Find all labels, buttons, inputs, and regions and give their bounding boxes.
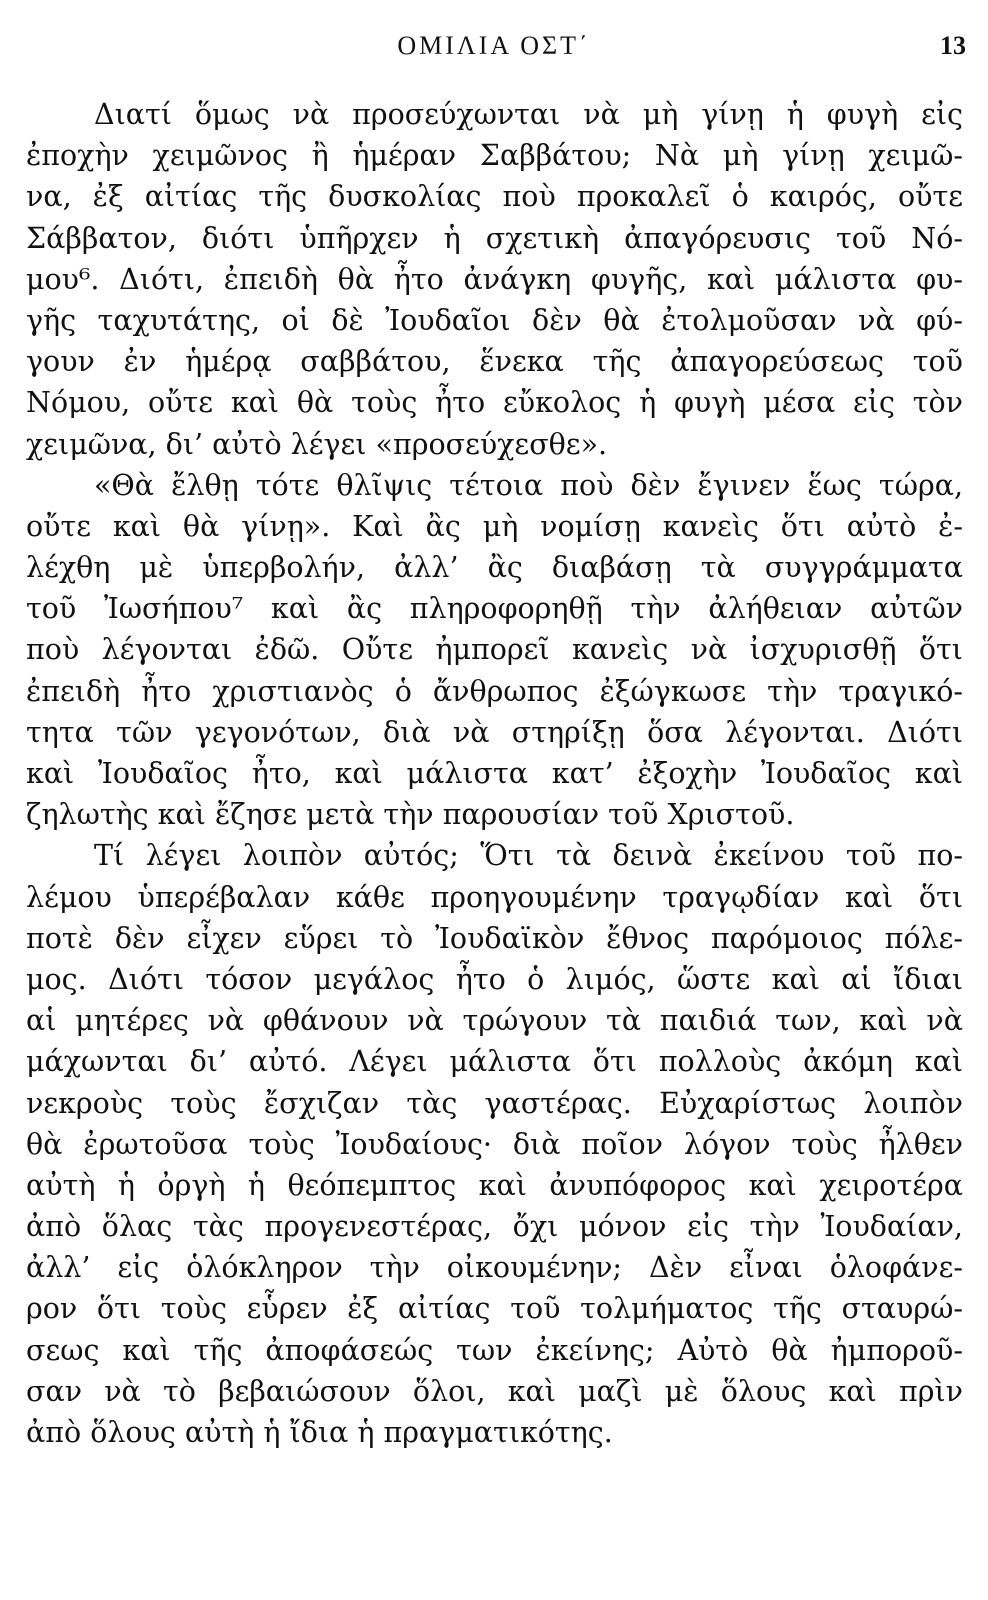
text-line: να, ἐξ αἰτίας τῆς δυσκολίας ποὺ προκαλεῖ ὁ καιρός, οὔτε — [26, 180, 963, 214]
text-line: τοῦ Ἰωσήπου⁷ καὶ ἂς πληροφορηθῇ τὴν ἀλήθειαν αὐτῶν — [26, 592, 963, 626]
text-line: ἀλλ’ εἰς ὁλόκληρον τὴν οἰκουμένην; Δὲν εἶναι ὁλοφάνε- — [26, 1251, 963, 1285]
body-text — [26, 94, 963, 1453]
text-line: ζηλωτὴς καὶ ἔζησε μετὰ τὴν παρουσίαν τοῦ Χριστοῦ. — [26, 798, 795, 832]
text-line: «Θὰ ἔλθῃ τότε θλῖψις τέτοια ποὺ δὲν ἔγινεν ἕως τώρα, — [94, 468, 963, 502]
text-line: οὔτε καὶ θὰ γίνῃ». Καὶ ἂς μὴ νομίσῃ κανεὶς ὅτι αὐτὸ ἐ- — [26, 509, 963, 543]
running-title: ΟΜΙΛΙΑ ΟΣΤ΄ — [397, 31, 591, 60]
text-line: ποὺ λέγονται ἐδῶ. Οὔτε ἠμπορεῖ κανεὶς νὰ ἰσχυρισθῇ ὅτι — [26, 633, 963, 667]
text-line: μος. Διότι τόσον μεγάλος ἦτο ὁ λιμός, ὥστε καὶ αἱ ἴδιαι — [26, 962, 963, 996]
text-line: σεως καὶ τῆς ἀποφάσεώς των ἐκείνης; Αὐτὸ θὰ ἠμποροῦ- — [26, 1333, 963, 1367]
text-line: λέχθη μὲ ὑπερβολήν, ἀλλ’ ἂς διαβάσῃ τὰ συγγράμματα — [26, 551, 963, 585]
text-line: αἱ μητέρες νὰ φθάνουν νὰ τρώγουν τὰ παιδιά των, καὶ νὰ — [26, 1004, 963, 1038]
text-line: μάχωνται δι’ αὐτό. Λέγει μάλιστα ὅτι πολλοὺς ἀκόμη καὶ — [26, 1045, 963, 1079]
text-line: Διατί ὅμως νὰ προσεύχωνται νὰ μὴ γίνῃ ἡ φυγὴ εἰς — [94, 98, 963, 131]
page-number: 13 — [940, 31, 966, 60]
text-line: μου⁶. Διότι, ἐπειδὴ θὰ ἦτο ἀνάγκη φυγῆς, καὶ μάλιστα φυ- — [26, 262, 963, 296]
text-line: ἐποχὴν χειμῶνος ἢ ἡμέραν Σαββάτου; Νὰ μὴ γίνῃ χειμῶ- — [26, 139, 963, 173]
text-line: τητα τῶν γεγονότων, διὰ νὰ στηρίξῃ ὅσα λέγονται. Διότι — [26, 715, 963, 749]
text-line: ἀπὸ ὅλας τὰς προγενεστέρας, ὄχι μόνον εἰς τὴν Ἰουδαίαν, — [26, 1210, 963, 1244]
text-line: ποτὲ δὲν εἶχεν εὕρει τὸ Ἰουδαϊκὸν ἔθνος παρόμοιος πόλε- — [26, 921, 963, 955]
text-line: θὰ ἐρωτοῦσα τοὺς Ἰουδαίους· διὰ ποῖον λόγον τοὺς ἦλθεν — [26, 1127, 963, 1161]
text-line: καὶ Ἰουδαῖος ἦτο, καὶ μάλιστα κατ’ ἐξοχὴν Ἰουδαῖος καὶ — [26, 757, 963, 790]
text-line: ρον ὅτι τοὺς εὗρεν ἐξ αἰτίας τοῦ τολμήματος τῆς σταυρώ- — [26, 1292, 963, 1326]
text-line: αὐτὴ ἡ ὀργὴ ἡ θεόπεμπτος καὶ ἀνυπόφορος καὶ χειροτέρα — [26, 1168, 963, 1202]
text-line: ἐπειδὴ ἦτο χριστιανὸς ὁ ἄνθρωπος ἐξώγκωσε τὴν τραγικό- — [26, 674, 963, 708]
text-line: νεκροὺς τοὺς ἔσχιζαν τὰς γαστέρας. Εὐχαρίστως λοιπὸν — [26, 1086, 963, 1120]
text-line: Νόμου, οὔτε καὶ θὰ τοὺς ἦτο εὔκολος ἡ φυγὴ μέσα εἰς τὸν — [26, 386, 963, 420]
text-line: ἀπὸ ὅλους αὐτὴ ἡ ἴδια ἡ πραγματικότης. — [26, 1416, 613, 1449]
text-line: γῆς ταχυτάτης, οἱ δὲ Ἰουδαῖοι δὲν θὰ ἐτολμοῦσαν νὰ φύ- — [26, 303, 963, 337]
text-line: λέμου ὑπερέβαλαν κάθε προηγουμένην τραγῳδίαν καὶ ὅτι — [26, 880, 963, 914]
text-line: Σάββατον, διότι ὑπῆρχεν ἡ σχετικὴ ἀπαγόρευσις τοῦ Νό- — [26, 221, 963, 255]
text-line: σαν νὰ τὸ βεβαιώσουν ὅλοι, καὶ μαζὶ μὲ ὅλους καὶ πρὶν — [26, 1374, 963, 1408]
text-line: γουν ἐν ἡμέρᾳ σαββάτου, ἕνεκα τῆς ἀπαγορεύσεως τοῦ — [26, 345, 963, 379]
text-line: Τί λέγει λοιπὸν αὐτός; Ὅτι τὰ δεινὰ ἐκείνου τοῦ πο- — [94, 839, 963, 873]
text-line: χειμῶνα, δι’ αὐτὸ λέγει «προσεύχεσθε». — [26, 427, 608, 461]
